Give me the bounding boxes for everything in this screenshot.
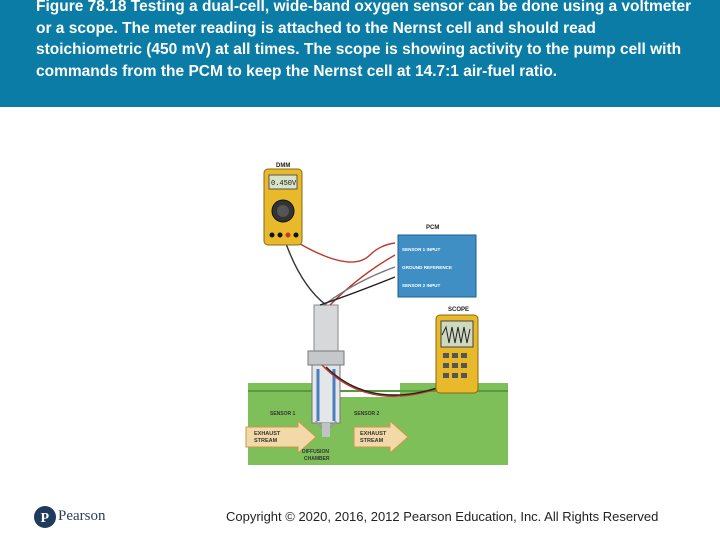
sensor2-label: SENSOR 2 bbox=[354, 411, 380, 417]
caption-bar bbox=[0, 0, 720, 107]
pearson-logo-text: Pearson bbox=[58, 508, 106, 524]
figure-caption: Figure 78.18 Testing a dual-cell, wide-band oxygen sensor can be done using a voltmeter or a scope. The meter reading is attached to the Nernst cell and should read stoichiometric (450 mV) at all times. The scope is showing activity to the pump cell with commands from the PCM to keep the Nernst cell at 14.7:1 air-fuel ratio. bbox=[36, 0, 692, 80]
scope-label: SCOPE bbox=[448, 307, 470, 313]
exhaust-label-right-1: EXHAUST bbox=[360, 431, 387, 437]
diffusion-label-2: CHAMBER bbox=[304, 456, 330, 462]
exhaust-label-left-2: STREAM bbox=[254, 438, 278, 444]
exhaust-label-right-2: STREAM bbox=[360, 438, 384, 444]
dmm-reading: 0.450V bbox=[271, 180, 297, 188]
pcm-input-1: SENSOR 1 INPUT bbox=[402, 247, 441, 252]
exhaust-label-left-1: EXHAUST bbox=[254, 431, 281, 437]
oxygen-sensor bbox=[308, 305, 344, 437]
pcm-input-3: SENSOR 2 INPUT bbox=[402, 283, 441, 288]
dmm-meter bbox=[264, 163, 302, 245]
scope-meter bbox=[436, 307, 478, 393]
pcm-input-2: GROUND REFERENCE bbox=[402, 265, 453, 270]
sensor1-label: SENSOR 1 bbox=[270, 411, 296, 417]
dmm-label: DMM bbox=[276, 163, 291, 169]
wire-dmm-black bbox=[284, 238, 326, 305]
pcm-label: PCM bbox=[426, 225, 440, 231]
svg-text:P: P bbox=[40, 511, 50, 526]
pcm-module bbox=[398, 225, 476, 297]
copyright-text: Copyright © 2020, 2016, 2012 Pearson Education, Inc. All Rights Reserved bbox=[226, 509, 659, 524]
oxygen-sensor-diagram bbox=[230, 155, 530, 465]
diffusion-label-1: DIFFUSION bbox=[302, 449, 329, 455]
wire-dmm-red bbox=[290, 238, 395, 262]
